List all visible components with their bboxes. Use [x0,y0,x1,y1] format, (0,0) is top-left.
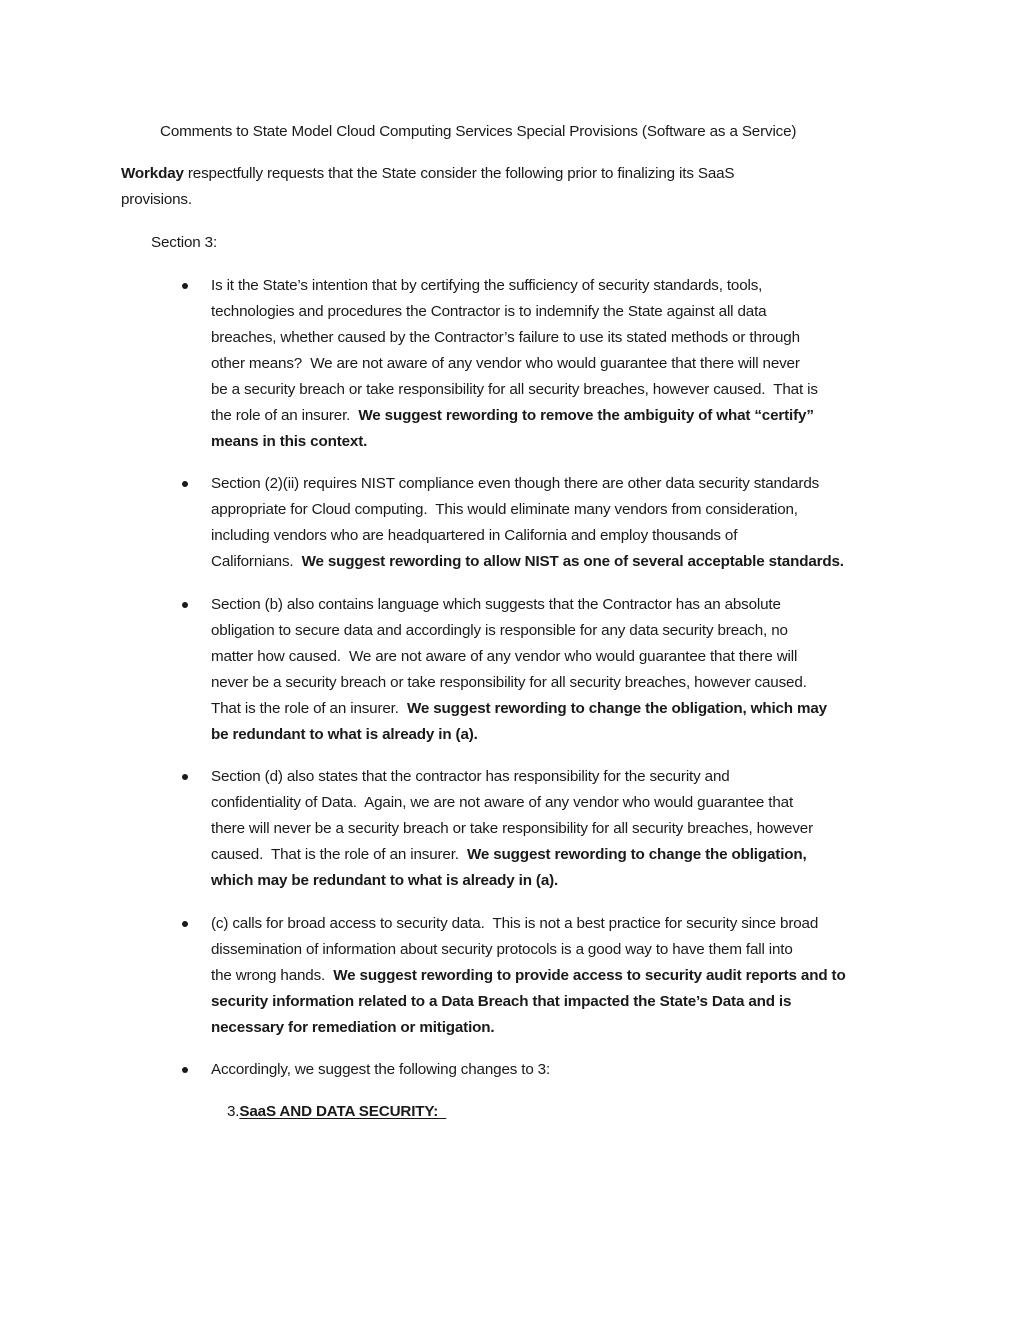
bullet-3-line [211,621,788,641]
suggestion-text: We suggest rewording to remove the ambiguity of what “certify” [358,407,814,424]
bullet-3-line [211,647,797,667]
suggestion-text: security information related to a Data Breach that impacted the State’s Data and is [211,993,792,1010]
body-text: (c) calls for broad access to security data. This is not a best practice for security since broad [211,915,819,932]
body-text: there will never be a security breach or take responsibility for all security breaches, however [211,820,813,837]
bullet-4-line [211,845,807,865]
body-text: Is it the State’s intention that by certifying the sufficiency of security standards, tools, [211,277,763,294]
body-text: including vendors who are headquartered in California and employ thousands of [211,527,738,544]
body-text: Californians. [211,553,302,570]
bullet-2-line [211,526,737,546]
bullet-1-line [211,406,814,426]
body-text: Section (d) also states that the contractor has responsibility for the security and [211,768,730,785]
bullet-1-line [211,354,800,374]
bullet-3-line [211,725,478,745]
suggestion-text: We suggest rewording to provide access to security audit reports and to [333,967,846,984]
subsection-number: 3. [227,1103,240,1120]
suggestion-text: We suggest rewording to change the obligation, which may [406,700,827,717]
suggestion-text: We suggest rewording to allow NIST as one of several acceptable standards. [301,553,844,570]
suggestion-text: which may be redundant to what is already in (a). [211,872,559,889]
body-text: caused. That is the role of an insurer. [211,846,467,863]
bullet-6-line [211,1060,550,1080]
document-title: Comments to State Model Cloud Computing Services Special Provisions (Software as a Service) [160,123,797,140]
bullet-1-line [211,432,367,452]
subsection-heading [227,1102,446,1122]
suggestion-text: We suggest rewording to change the obligation, [466,846,807,863]
body-text: dissemination of information about security protocols is a good way to have them fall into [211,941,793,958]
bullet-icon [182,921,188,927]
bullet-1-line [211,328,800,348]
bullet-icon [182,481,188,487]
body-text: Accordingly, we suggest the following changes to 3: [211,1061,551,1078]
bullet-5-line [211,966,846,986]
body-text: Section (b) also contains language which suggests that the Contractor has an absolute [211,596,781,613]
suggestion-text: means in this context. [211,433,368,450]
bullet-1-line [211,276,762,296]
bullet-2-line [211,474,819,494]
body-text: That is the role of an insurer. [211,700,407,717]
body-text: Section (2)(ii) requires NIST compliance even though there are other data security standards [211,475,820,492]
bullet-3-line [211,699,827,719]
bullet-2-line [211,500,798,520]
bullet-icon [182,1067,188,1073]
body-text: never be a security breach or take responsibility for all security breaches, however caused. [211,674,807,691]
bullet-1-line [211,380,818,400]
bullet-4-line [211,871,558,891]
bullet-5-line [211,914,818,934]
bullet-4-line [211,819,813,839]
body-text: breaches, whether caused by the Contractor’s failure to use its stated methods or through [211,329,800,346]
suggestion-text: be redundant to what is already in (a). [211,726,478,743]
intro-text: respectfully requests that the State consider the following prior to finalizing its SaaS [183,165,735,182]
bullet-5-line [211,992,791,1012]
bullet-5-line [211,1018,494,1038]
bullet-4-line [211,793,793,813]
body-text: be a security breach or take responsibility for all security breaches, however caused. That is [211,381,818,398]
body-text: obligation to secure data and accordingly is responsible for any data security breach, no [211,622,788,639]
bullet-3-line [211,673,807,693]
bullet-1-line [211,302,766,322]
section-heading: Section 3: [151,234,218,251]
bullet-3-line [211,595,781,615]
intro-line-2: provisions. [121,191,192,208]
body-text: the role of an insurer. [211,407,359,424]
body-text: appropriate for Cloud computing. This would eliminate many vendors from consideration, [211,501,798,518]
subsection-title: SaaS AND DATA SECURITY: [239,1103,447,1120]
bullet-icon [182,602,188,608]
body-text: matter how caused. We are not aware of any vendor who would guarantee that there will [211,648,798,665]
bullet-5-line [211,940,793,960]
bullet-4-line [211,767,730,787]
bullet-icon [182,774,188,780]
body-text: the wrong hands. [211,967,334,984]
intro-line-1 [121,164,734,184]
body-text: other means? We are not aware of any vendor who would guarantee that there will never [211,355,800,372]
bullet-icon [182,283,188,289]
body-text: confidentiality of Data. Again, we are not aware of any vendor who would guarantee that [211,794,794,811]
company-name: Workday [121,165,184,182]
bullet-2-line [211,552,844,572]
suggestion-text: necessary for remediation or mitigation. [211,1019,495,1036]
body-text: technologies and procedures the Contractor is to indemnify the State against all data [211,303,767,320]
